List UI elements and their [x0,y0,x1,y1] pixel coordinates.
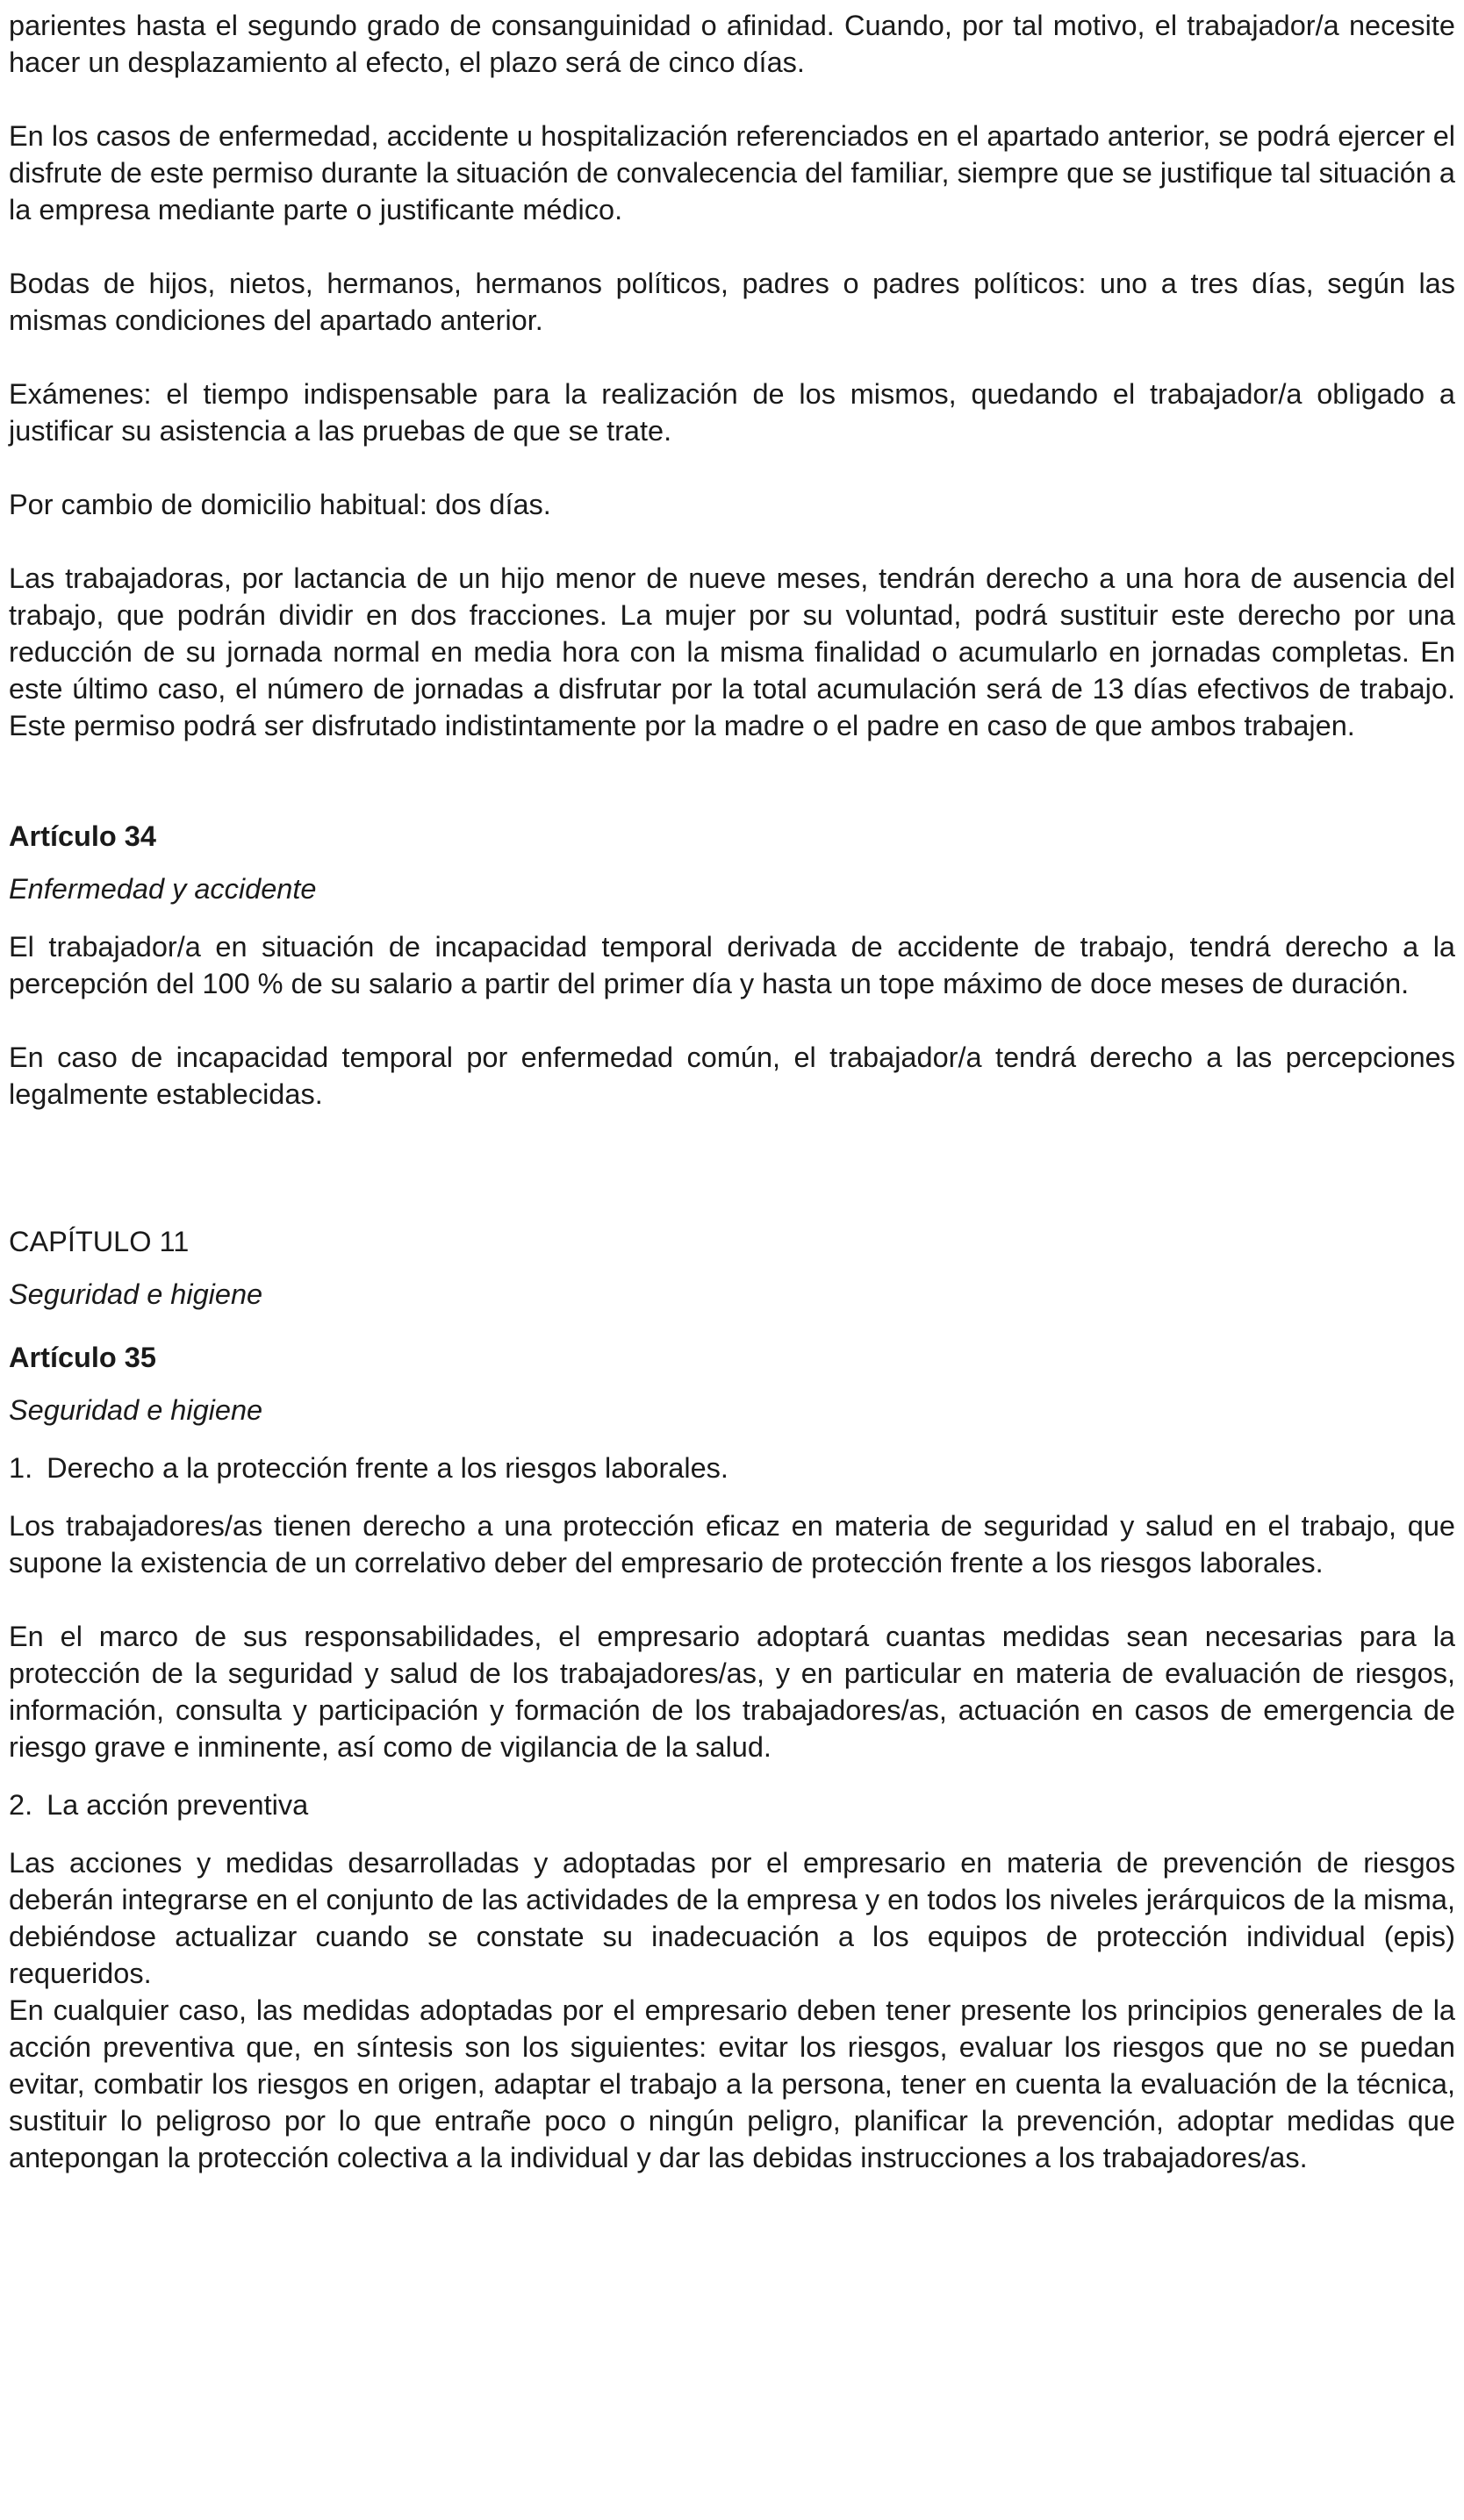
document-page [9,7,1455,2176]
numbered-point [9,1450,1455,1486]
article-heading: Artículo 35 [9,1342,156,1373]
chapter-title: CAPÍTULO 11 [9,1226,190,1257]
article-subheading: Seguridad e higiene [9,1394,263,1426]
paragraph: En el marco de sus responsabilidades, el empresario adoptará cuantas medidas sean necesarias para la protección de la seguridad y salud de los trabajadores/as, y en particular en materia de evaluación de riesgos, información, consulta y participación y formación de los trabajadores/as, actuación en casos de emergencia de riesgo grave e inminente, así como de vigilancia de la salud. [9,1621,1455,1763]
paragraph: Por cambio de domicilio habitual: dos días. [9,489,551,520]
paragraph: Exámenes: el tiempo indispensable para la realización de los mismos, quedando el trabajador/a obligado a justificar su asistencia a las pruebas de que se trate. [9,378,1455,447]
paragraph: Bodas de hijos, nietos, hermanos, hermanos políticos, padres o padres políticos: uno a tres días, según las mismas condiciones del apartado anterior. [9,268,1455,336]
paragraph: Los trabajadores/as tienen derecho a una protección eficaz en materia de seguridad y salud en el trabajo, que supone la existencia de un correlativo deber del empresario de protección frente a los riesgos laborales. [9,1510,1455,1579]
article-heading: Artículo 34 [9,820,156,852]
paragraph: El trabajador/a en situación de incapacidad temporal derivada de accidente de trabajo, tendrá derecho a la percepción del 100 % de su salario a partir del primer día y hasta un tope máximo de doce meses de duración. [9,931,1455,999]
point-number: 2. [9,1789,33,1821]
paragraph: En cualquier caso, las medidas adoptadas por el empresario deben tener presente los principios generales de la acción preventiva que, en síntesis son los siguientes: evitar los riesgos, evaluar los riesgos que no se puedan evitar, combatir los riesgos en origen, adaptar el trabajo a la persona, tener en cuenta la evaluación de la técnica, sustituir lo peligroso por lo que entrañe poco o ningún peligro, planificar la prevención, adoptar medidas que antepongan la protección colectiva a la individual y dar las debidas instrucciones a los trabajadores/as. [9,1994,1455,2173]
paragraph: En caso de incapacidad temporal por enfermedad común, el trabajador/a tendrá derecho a las percepciones legalmente establecidas. [9,1042,1455,1110]
numbered-point [9,1786,1455,1823]
paragraph: Las acciones y medidas desarrolladas y adoptadas por el empresario en materia de prevención de riesgos deberán integrarse en el conjunto de las actividades de la empresa y en todos los niveles jerárquicos de la misma, debiéndose actualizar cuando se constate su inadecuación a los equipos de protección individual (epis) requeridos. [9,1847,1455,1989]
point-number: 1. [9,1452,33,1484]
paragraph: parientes hasta el segundo grado de consanguinidad o afinidad. Cuando, por tal motivo, el trabajador/a necesite hacer un desplazamiento al efecto, el plazo será de cinco días. [9,10,1455,78]
point-title: Derecho a la protección frente a los riesgos laborales. [47,1452,728,1484]
point-title: La acción preventiva [47,1789,309,1821]
chapter-subtitle: Seguridad e higiene [9,1278,263,1310]
article-34-section [9,818,1455,1113]
paragraph: Las trabajadoras, por lactancia de un hijo menor de nueve meses, tendrán derecho a una hora de ausencia del trabajo, que podrán dividir en dos fracciones. La mujer por su voluntad, podrá sustituir este derecho por una reducción de su jornada normal en media hora con la misma finalidad o acumularlo en jornadas completas. En este último caso, el número de jornadas a disfrutar por la total acumulación será de 13 días efectivos de trabajo. Este permiso podrá ser disfrutado indistintamente por la madre o el padre en caso de que ambos trabajen. [9,562,1455,741]
paragraph: En los casos de enfermedad, accidente u hospitalización referenciados en el apartado anterior, se podrá ejercer el disfrute de este permiso durante la situación de convalecencia del familiar, siempre que se justifique tal situación a la empresa mediante parte o justificante médico. [9,120,1455,226]
article-35-section [9,1339,1455,2176]
article-subheading: Enfermedad y accidente [9,873,317,905]
chapter-header [9,1223,1455,1313]
